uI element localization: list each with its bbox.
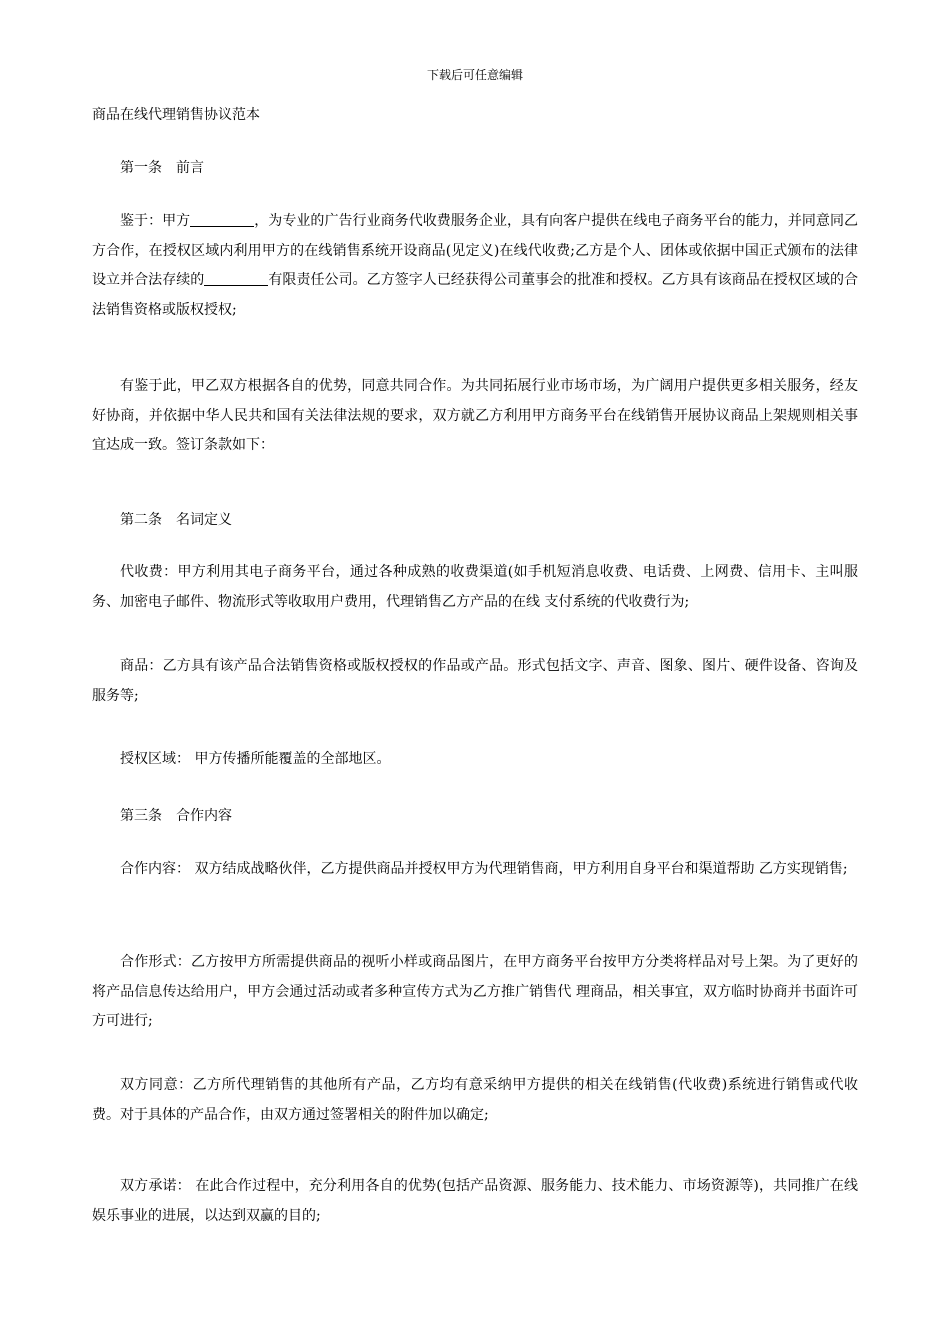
party-b-blank <box>204 269 268 286</box>
paragraph-agreement: 有鉴于此，甲乙双方根据各自的优势，同意共同合作。为共同拓展行业市场市场，为广阔用户提供更多相关服务，经友好协商，并依据中华人民共和国有关法律法规的要求，双方就乙方利用甲方商务平台在线销售开展协议商品上架规则相关事宜达成一致。签订条款如下： <box>92 378 858 453</box>
party-a-blank <box>190 210 254 227</box>
paragraph-mutual-agreement: 双方同意：乙方所代理销售的其他所有产品，乙方均有意采纳甲方提供的相关在线销售(代收费)系统进行销售或代收费。对于具体的产品合作，由双方通过签署相关的附件加以确定; <box>92 1077 858 1123</box>
paragraph-cooperation-content: 合作内容： 双方结成战略伙伴，乙方提供商品并授权甲方为代理销售商，甲方利用自身平台和渠道帮助 乙方实现销售; <box>120 861 848 877</box>
paragraph-definition-fee: 代收费：甲方利用其电子商务平台，通过各种成熟的收费渠道(如手机短消息收费、电话费、上网费、信用卡、主叫服务、加密电子邮件、物流形式等收取用户费用，代理销售乙方产品的在线 支付系统的代收费行为; <box>92 564 858 610</box>
paragraph-definition-goods: 商品：乙方具有该产品合法销售资格或版权授权的作品或产品。形式包括文字、声音、图象、图片、硬件设备、咨询及服务等; <box>92 658 858 704</box>
section-heading-1 <box>120 157 204 177</box>
paragraph-definition-region: 授权区域： 甲方传播所能覆盖的全部地区。 <box>120 751 391 767</box>
paragraph-text: ，为专业的广告行业商务代收费服务企业，具有向客户提供在线电子商务平台的能力，并同意同乙方合作，在授权区域内利用甲方的在线销售系统开设商品(见定义)在线代收费;乙方是个人、团体或依据中国正式颁布的法律设立并合法存续的 <box>92 213 859 288</box>
document-title: 商品在线代理销售协议范本 <box>92 107 260 123</box>
section-number: 第一条 <box>120 160 162 176</box>
section-name: 合作内容 <box>176 808 232 824</box>
paragraph-preamble <box>92 207 858 325</box>
paragraph-cooperation-form: 合作形式：乙方按甲方所需提供商品的视听小样或商品图片，在甲方商务平台按甲方分类将样品对号上架。为了更好的将产品信息传达给用户，甲方会通过活动或者多种宣传方式为乙方推广销售代 理商品，相关事宜，双方临时协商并书面许可方可进行; <box>92 954 858 1029</box>
section-number: 第三条 <box>120 808 162 824</box>
paragraph-text: 有限责任公司。乙方签字人已经获得公司董事会的批准和授权。乙方具有该商品在授权区域的合法销售资格或版权授权; <box>92 272 859 318</box>
section-name: 前言 <box>176 160 204 176</box>
section-heading-2 <box>120 509 232 529</box>
section-number: 第二条 <box>120 512 162 528</box>
paragraph-text: 鉴于：甲方 <box>120 213 191 229</box>
paragraph-commitment: 双方承诺： 在此合作过程中，充分利用各自的优势(包括产品资源、服务能力、技术能力、市场资源等)，共同推广在线娱乐事业的进展，以达到双赢的目的; <box>92 1178 858 1224</box>
page-header: 下载后可任意编辑 <box>426 68 523 82</box>
section-name: 名词定义 <box>176 512 232 528</box>
section-heading-3 <box>120 805 232 825</box>
